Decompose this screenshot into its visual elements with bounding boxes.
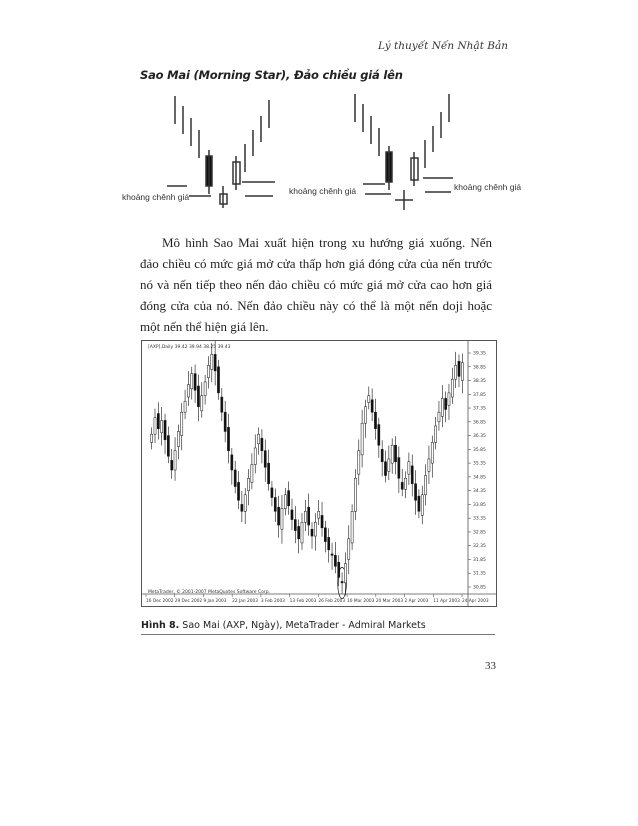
candle-body	[364, 407, 366, 424]
y-tick-label: 36.85	[473, 420, 486, 426]
y-tick-label: 37.85	[473, 392, 486, 398]
candle-body	[194, 374, 196, 391]
candle-body	[241, 504, 243, 511]
x-tick-label: 13 Feb 2003	[289, 599, 317, 604]
candle-body	[244, 495, 246, 512]
candle-body	[404, 478, 406, 489]
candle-body	[318, 511, 320, 518]
candle-body	[264, 451, 266, 468]
candle-body	[154, 418, 156, 435]
candle-body	[288, 491, 290, 506]
candle-body	[361, 423, 363, 455]
body-paragraph: Mô hình Sao Mai xuất hiện trong xu hướng giá xuống. Nến đảo chiều có mức giá mở cửa thấp hơn giá đóng cửa của nến trước nó và nến tiếp theo nến đảo chiều có mức giá mở cửa cao hơn giá đóng cửa của nó. Nến đảo chiều này có thể là một nến doji hoặc một nến thể hiện giá lên.	[140, 235, 492, 334]
candle-body	[171, 460, 173, 470]
y-tick-label: 36.35	[473, 434, 486, 440]
y-tick-label: 38.35	[473, 379, 486, 385]
candle-body	[187, 385, 189, 397]
candle-body	[324, 528, 326, 542]
y-tick-label: 32.35	[473, 544, 486, 550]
y-tick-label: 30.85	[473, 585, 486, 591]
candle-body	[418, 496, 420, 511]
candle-body	[461, 363, 463, 381]
candle-body	[224, 412, 226, 431]
candle-body	[445, 398, 447, 409]
candle-body	[358, 451, 360, 474]
candle-body	[414, 484, 416, 501]
y-tick-label: 37.35	[473, 406, 486, 412]
x-tick-label: 16 Dec 2002	[146, 599, 174, 604]
x-tick-label: 29 Dec 2002	[174, 599, 203, 604]
candle-body	[268, 463, 270, 484]
candle-body	[435, 426, 437, 443]
candle-body	[284, 495, 286, 509]
candle-body	[331, 554, 333, 555]
candle-body	[311, 529, 313, 536]
candle-body	[425, 476, 427, 495]
y-tick-label: 35.85	[473, 447, 486, 453]
candle-body	[328, 537, 330, 549]
candle-body	[298, 526, 300, 538]
candle-body	[151, 434, 153, 442]
candle-body	[294, 520, 296, 531]
candle-body	[368, 396, 370, 403]
candle-body	[431, 442, 433, 463]
candle-body	[351, 511, 353, 543]
x-tick-label: 26 Feb 2003	[318, 599, 346, 604]
candle-body	[231, 455, 233, 470]
candle-body	[455, 365, 457, 379]
candle-body	[354, 478, 356, 511]
candle-body	[204, 382, 206, 396]
candle-body	[448, 393, 450, 405]
candle-body	[428, 459, 430, 471]
y-tick-label: 32.85	[473, 530, 486, 536]
x-tick-label: 24 Apr 2003	[462, 599, 489, 604]
candle-body	[167, 436, 169, 457]
gap-label-middle: khoảng chênh giá	[289, 186, 357, 196]
y-tick-label: 34.35	[473, 489, 486, 495]
section-title: Sao Mai (Morning Star), Đảo chiều giá lên	[140, 68, 403, 82]
candle-body	[184, 401, 186, 412]
candle-body	[458, 361, 460, 376]
candle-body	[227, 427, 229, 450]
y-tick-label: 33.85	[473, 502, 486, 508]
x-tick-label: 20 Mar 2003	[375, 599, 404, 604]
candle-body	[274, 498, 276, 512]
candle-body	[271, 488, 273, 498]
candle-body	[221, 397, 223, 412]
candle-body	[181, 412, 183, 435]
x-tick-label: 11 Apr 2003	[433, 599, 460, 604]
price-chart	[141, 340, 497, 607]
candle-body	[401, 482, 403, 489]
candle-body	[211, 354, 213, 369]
candle-body	[391, 445, 393, 463]
y-tick-label: 39.35	[473, 351, 486, 357]
x-tick-label: 3 Feb 2003	[260, 599, 285, 604]
candle-body	[384, 462, 386, 476]
candle-body	[247, 478, 249, 490]
x-tick-label: 9 Jan 2003	[203, 599, 227, 604]
candle-body	[157, 414, 159, 429]
candle-body	[217, 367, 219, 393]
chart-header: [AXP],Daily 39.42 39.94 38.25 39.43	[148, 345, 231, 350]
candle-body	[291, 510, 293, 520]
gap-label-left: khoảng chênh giá	[122, 192, 190, 202]
candle-body	[334, 555, 336, 566]
chart-copyright: MetaTrader, © 2001-2007 MetaQuotes Software Corp.	[148, 590, 271, 595]
candle-body	[234, 470, 236, 487]
candle-body	[261, 438, 263, 450]
candle-body	[197, 386, 199, 407]
candle-body	[161, 420, 163, 432]
y-tick-label: 31.35	[473, 571, 486, 577]
candle-body	[237, 482, 239, 500]
candle-body	[371, 400, 373, 412]
candle-body	[388, 459, 390, 471]
x-tick-label: 22 Jan 2003	[232, 599, 258, 604]
candle-body	[278, 507, 280, 525]
candle-body	[174, 451, 176, 470]
candle-body	[191, 374, 193, 389]
candle-body	[164, 420, 166, 439]
candlestick-chart	[142, 341, 496, 606]
candle-body	[301, 522, 303, 543]
candle-body	[201, 396, 203, 411]
y-tick-label: 38.85	[473, 365, 486, 371]
y-tick-label: 35.35	[473, 461, 486, 467]
candle-body	[207, 365, 209, 377]
candle-body	[451, 379, 453, 397]
x-tick-label: 10 Mar 2003	[347, 599, 375, 604]
candle-body	[394, 445, 396, 462]
candle-body	[341, 581, 343, 582]
candle-body	[374, 412, 376, 429]
candle-body	[411, 466, 413, 484]
candle-body	[344, 564, 346, 583]
figure-caption-text: Sao Mai (AXP, Ngày), MetaTrader - Admiral Markets	[182, 620, 426, 631]
candle-body	[254, 448, 256, 465]
candle-body	[281, 509, 283, 530]
x-tick-label: 2 Apr 2003	[404, 599, 429, 604]
candle-body	[251, 464, 253, 482]
candle-body	[348, 539, 350, 560]
candle-body	[441, 398, 443, 416]
figure-caption-label: Hình 8.	[141, 620, 180, 631]
candle-body	[321, 515, 323, 527]
y-tick-label: 31.85	[473, 557, 486, 563]
candle-body	[257, 434, 259, 444]
figure-caption	[141, 620, 495, 635]
candle-body	[421, 495, 423, 516]
candle-body	[304, 511, 306, 522]
candle-body	[438, 412, 440, 422]
candle-body	[214, 354, 216, 371]
candle-body	[408, 462, 410, 474]
candle-body	[308, 507, 310, 525]
candle-body	[381, 449, 383, 461]
page-number: 33	[485, 660, 496, 672]
candle-body	[314, 522, 316, 536]
candle-body	[378, 425, 380, 446]
y-tick-label: 34.85	[473, 475, 486, 481]
gap-label-right: khoảng chênh giá	[454, 182, 522, 192]
candle-body	[398, 458, 400, 479]
running-header: Lý thuyết Nến Nhật Bản	[377, 40, 508, 52]
candle-body	[177, 431, 179, 446]
y-tick-label: 33.35	[473, 516, 486, 522]
